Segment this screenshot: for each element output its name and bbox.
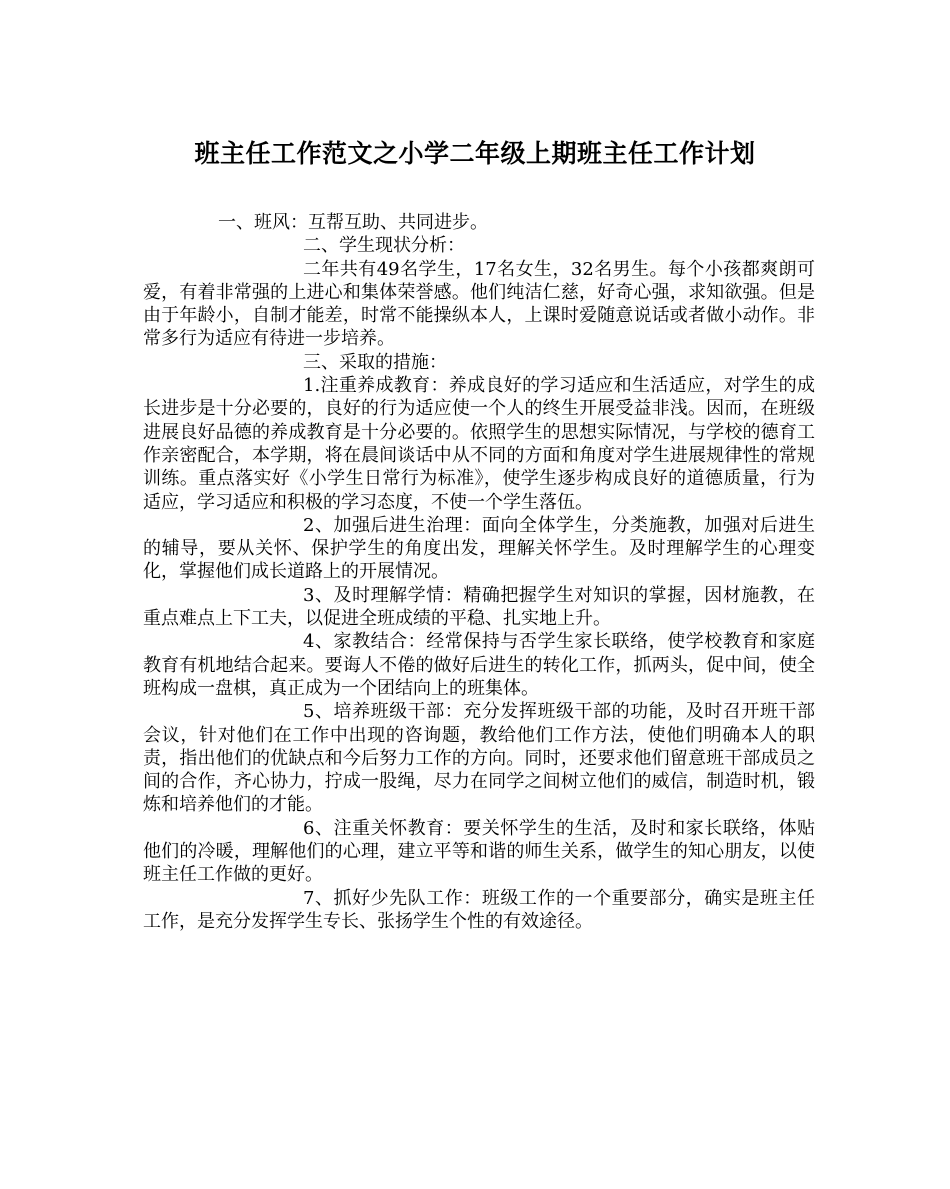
paragraph-student-analysis: 二年共有49名学生，17名女生，32名男生。每个小孩都爽朗可爱，有着非常强的上进心和集体荣誉感。他们纯洁仁慈，好奇心强，求知欲强。但是由于年龄小，自制才能差，时常不能操纵本人，上课时爱随意说话或者做小动作。非常多行为适应有待进一步培养。 — [143, 258, 815, 350]
paragraph-measure-1: 1.注重养成教育：养成良好的学习适应和生活适应，对学生的成长进步是十分必要的，良好的行为适应使一个人的终生开展受益非浅。因而，在班级进展良好品德的养成教育是十分必要的。依照学生的思想实际情况，与学校的德育工作亲密配合，本学期，将在晨间谈话中从不同的方面和角度对学生进展规律性的常规训练。重点落实好《小学生日常行为标准》，使学生逐步构成良好的道德质量，行为适应，学习适应和积极的学习态度，不使一个学生落伍。 — [143, 375, 815, 513]
heading-student-analysis: 二、学生现状分析： — [303, 235, 465, 257]
document-body — [143, 211, 815, 933]
paragraph-measure-6: 6、注重关怀教育：要关怀学生的生活，及时和家长联络，体贴他们的冷暖，理解他们的心理，建立平等和谐的师生关系，做学生的知心朋友，以使班主任工作做的更好。 — [143, 817, 815, 886]
paragraph-measure-4: 4、家教结合：经常保持与否学生家长联络，使学校教育和家庭教育有机地结合起来。要诲人不倦的做好后进生的转化工作，抓两头，促中间，使全班构成一盘棋，真正成为一个团结向上的班集体。 — [143, 631, 815, 699]
paragraph-class-motto: 一、班风：互帮互助、共同进步。 — [218, 212, 488, 233]
paragraph-measure-2: 2、加强后进生治理：面向全体学生，分类施教，加强对后进生的辅导，要从关怀、保护学生的角度出发，理解关怀学生。及时理解学生的心理变化，掌握他们成长道路上的开展情况。 — [143, 514, 815, 583]
heading-measures: 三、采取的措施： — [303, 351, 447, 373]
paragraph-measure-5: 5、培养班级干部：充分发挥班级干部的功能，及时召开班干部会议，针对他们在工作中出现的咨询题，教给他们工作方法，使他们明确本人的职责，指出他们的优缺点和今后努力工作的方向。同时，还要求他们留意班干部成员之间的合作，齐心协力，拧成一股绳，尽力在同学之间树立他们的威信，制造时机，锻炼和培养他们的才能。 — [143, 701, 815, 816]
paragraph-measure-3: 3、及时理解学情：精确把握学生对知识的掌握，因材施教，在重点难点上下工夫，以促进全班成绩的平稳、扎实地上升。 — [143, 584, 815, 630]
paragraph-measure-7: 7、抓好少先队工作：班级工作的一个重要部分，确实是班主任工作，是充分发挥学生专长、张扬学生个性的有效途径。 — [143, 887, 815, 932]
document-title: 班主任工作范文之小学二年级上期班主任工作计划 — [194, 139, 756, 168]
